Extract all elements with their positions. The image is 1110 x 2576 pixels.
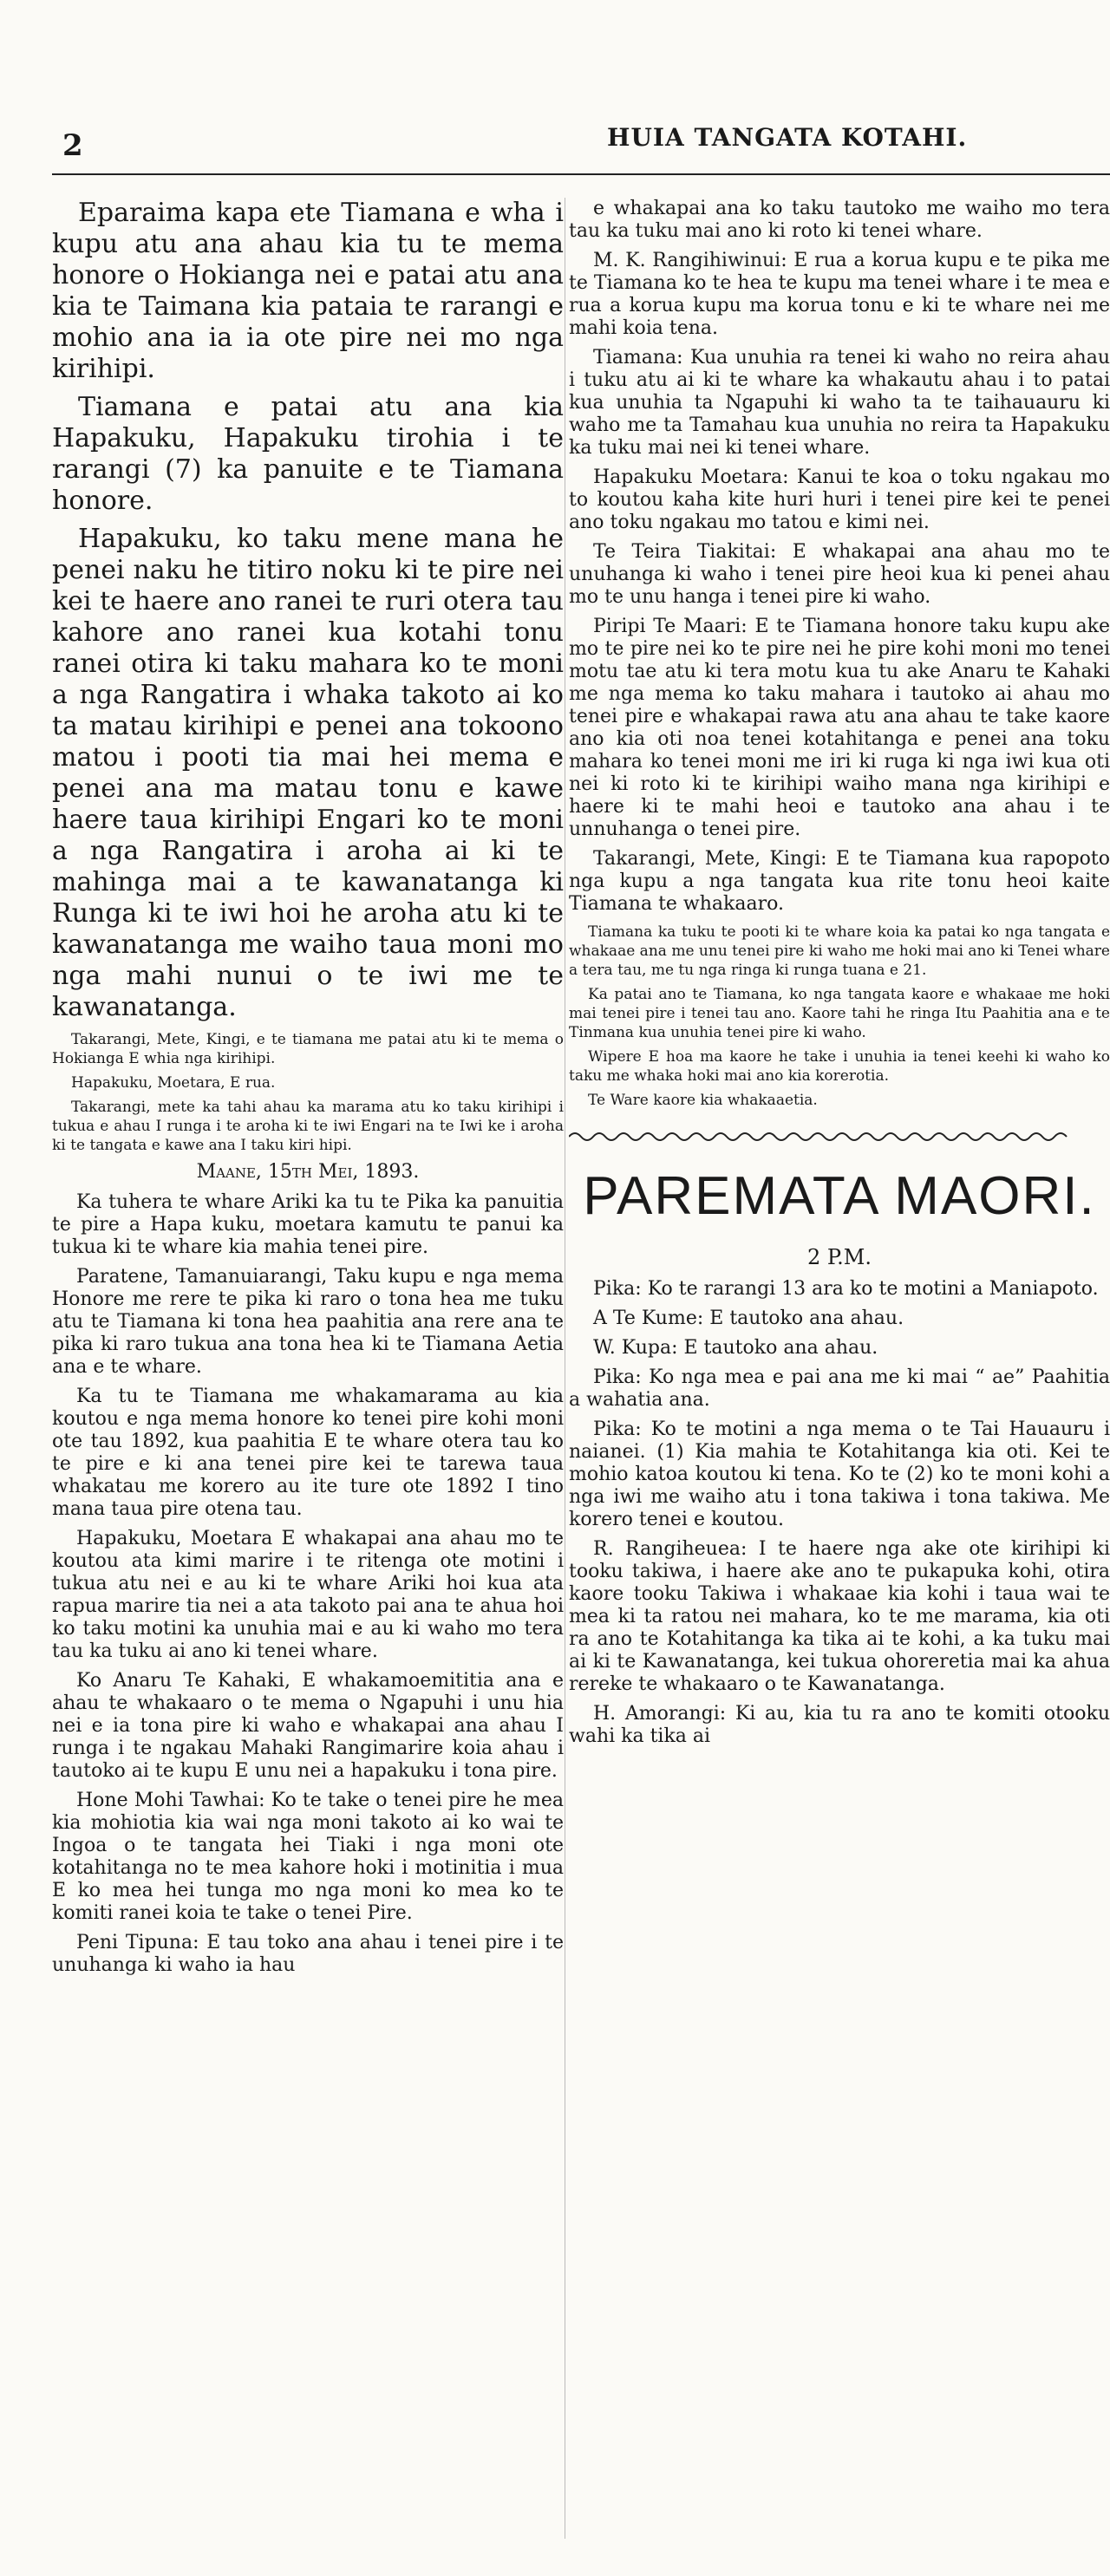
paragraph: R. Rangiheuea: I te haere nga ake ote kirihipi ki tooku takiwa, i haere ake ano te pukapuka kohi, otira kaore tooku Takiwa i whakaae kia kohi i taua wai te mea ki ta ratou nei mahara, ko te me marama, kia oti ra ano te Kotahitanga ka tika ai te kohi, a ka tuku mai ai ki te Kawanatanga, kei tukua ohoreretia mai ka ahua rereke te whakaaro o te Kawanatanga.	[569, 1538, 1110, 1695]
paragraph: Hapakuku, Moetara E whakapai ana ahau mo te koutou ata kimi marire i te ritenga ote motini i tukua atu nei e au ki te whare Ariki hoi kua ata rapua marire tia nei a ata takoto pai ana te ahua hoi ko taku motini ka unuhia mai e au ki waho mo tera tau ka tuku ai ano ki tenei whare.	[52, 1528, 564, 1662]
paragraph: e whakapai ana ko taku tautoko me waiho mo tera tau ka tuku mai ano ki roto ki tenei whare.	[569, 198, 1110, 242]
session-time: 2 P.M.	[806, 1245, 872, 1269]
page-number: 2	[62, 128, 83, 163]
paragraph: Piripi Te Maari: E te Tiamana honore taku kupu ake mo te pire nei ko te pire nei he pire kohi moni mo tenei motu tae atu ki tera motu kua tu ake Anaru te Kahaki me nga mema ko taku mahara i tautoko ai ahau mo tenei pire e whakapai rawa atu ana ahau te take kaore ano kia oti noa tenei kotahitanga e penei ana toku mahara ko tenei moni me iri ki ruga ki nga iwi kua oti nei ki roto ki te kirihipi waiho mana nga kirihipi e haere ki te mahi heoi e tautoko ana ahau i te unnuhanga o tenei pire.	[569, 616, 1110, 840]
paragraph: Eparaima kapa ete Tiamana e wha i kupu atu ana ahau kia tu te mema honore o Hokianga nei e patai atu ana kia te Taimana kia pataia te rarangi e mohio ana ia ia ote pire nei mo nga kirihipi.	[52, 198, 564, 384]
paragraph: Wipere E hoa ma kaore he take i unuhia ia tenei keehi ki waho ko taku me whaka hoki mai ano kia korerotia.	[569, 1048, 1110, 1085]
paragraph: H. Amorangi: Ki au, kia tu ra ano te komiti otooku wahi ka tika ai	[569, 1703, 1110, 1747]
paragraph: Ko Anaru Te Kahaki, E whakamoemititia ana e ahau te whakaaro o te mema o Ngapuhi i unu hia nei e ia tona pire ki waho e whakapai ana ahau I runga i te ngakau Mahaki Rangimarire koia ahau i tautoko ai te kupu E unu nei a hapakuku i tona pire.	[52, 1670, 564, 1782]
paragraph: Ka tu te Tiamana me whakamarama au kia koutou e nga mema honore ko tenei pire kohi moni ote tau 1892, kua paahitia E te whare otera tau ko te pire e ki ana tenei pire kei te tarewa taua whakatau me korero au ite ture ote 1892 I tino mana taua pire otena tau.	[52, 1386, 564, 1520]
paragraph: Pika: Ko te motini a nga mema o te Tai Hauauru i naianei. (1) Kia mahia te Kotahitanga kia oti. Kei te mohio katoa koutou ki tena. Ko te (2) ko te moni kohi a nga iwi me waiho atu i tona takiwa i tona takiwa. Me korero tenei e koutou.	[569, 1418, 1110, 1530]
paragraph: M. K. Rangihiwinui: E rua a korua kupu e te pika me te Tiamana ko te hea te kupu ma tenei whare i te mea e rua a korua kupu ma korua tonu e ki te whare nei me mahi koia tena.	[569, 250, 1110, 339]
paragraph: Hapakuku, Moetara, E rua.	[71, 1074, 276, 1092]
paragraph: Hapakuku Moetara: Kanui te koa o toku ngakau mo to koutou kaha kite huri huri i tenei pire kei te penei ano toku ngakau mo tatou e kimi nei.	[569, 466, 1110, 533]
paragraph: Tiamana e patai atu ana kia Hapakuku, Hapakuku tirohia i te rarangi (7) ka panuite e te Tiamana honore.	[52, 392, 564, 516]
paragraph: Hone Mohi Tawhai: Ko te take o tenei pire he mea kia mohiotia kia wai nga moni takoto ai ko wai te Ingoa o te tangata hei Tiaki i nga moni ote kotahitanga no te mea kahore hoki i motinitia i mua E ko mea hei tunga mo nga moni ko mea ko te komiti ranei koia te take o tenei Pire.	[52, 1790, 564, 1924]
paragraph: Tiamana: Kua unuhia ra tenei ki waho no reira ahau i tuku atu ai ki te whare ka whakautu ahau i to patai kua unuhia ta Ngapuhi ki waho ta te taihauauru ki waho me ta Tamahau kua unuhia no reira ta Hapakuku ka tuku mai nei ki tenei whare.	[569, 347, 1110, 459]
paragraph: Takarangi, Mete, Kingi: E te Tiamana kua rapopoto nga kupu a nga tangata kua rite tonu heoi kaite Tiamana te whakaaro.	[569, 848, 1110, 915]
paragraph: Takarangi, Mete, Kingi, e te tiamana me patai atu ki te mema o Hokianga E whia nga kirihipi.	[52, 1031, 564, 1067]
paragraph: Te Teira Tiakitai: E whakapai ana ahau mo te unuhanga ki waho i tenei pire heoi kua ki penei ahau mo te unu hanga i tenei pire ki waho.	[569, 541, 1110, 608]
paragraph: A Te Kume: E tautoko ana ahau.	[593, 1308, 904, 1329]
paragraph: Hapakuku, ko taku mene mana he penei naku he titiro noku ki te pire nei kei te haere ano ranei te ruri otera tau kahore ano ranei kua kotahi tonu ranei otira ki taku mahara ko te moni a nga Rangatira i whaka takoto ai ko ta matau kirihipi e penei ana tokoono matou i pooti tia mai hei mema e penei ana ma matau tonu e kawe haere taua kirihipi Engari ko te moni a nga Rangatira i aroha ai ki te mahinga mai a te kawanatanga ki Runga ki te iwi hoi he aroha atu ki te kawanatanga me waiho taua moni mo nga mahi nunui o te iwi me te kawanatanga.	[52, 524, 564, 1022]
right-column	[569, 198, 1110, 2556]
paragraph: Pika: Ko te rarangi 13 ara ko te motini a Maniapoto.	[593, 1278, 1099, 1300]
left-column	[52, 198, 564, 2556]
paragraph: Tiamana ka tuku te pooti ki te whare koia ka patai ko nga tangata e whakaae ana me unu tenei pire ki waho me hoki mai ano ki Tenei whare a tera tau, me tu nga ringa ki runga tuana e 21.	[569, 923, 1110, 979]
section-title: PAREMATA MAORI.	[583, 1166, 1096, 1226]
paragraph: Te Ware kaore kia whakaaetia.	[588, 1092, 818, 1109]
running-head: HUIA TANGATA KOTAHI.	[607, 123, 968, 152]
dateline: Maane, 15th Mei, 1893.	[196, 1161, 420, 1183]
wavy-divider	[569, 1127, 1072, 1146]
paragraph: Paratene, Tamanuiarangi, Taku kupu e nga mema Honore me rere te pika ki raro o tona hea me tuku atu te Tiamana ki tona hea paahitia ana rere ana te pika ki raro tukua ana tona hea ki te Tiamana Aetia ana e te whare.	[52, 1266, 564, 1378]
paragraph: Peni Tipuna: E tau toko ana ahau i tenei pire i te unuhanga ki waho ia hau	[52, 1932, 564, 1976]
paragraph: W. Kupa: E tautoko ana ahau.	[593, 1337, 878, 1359]
paragraph: Pika: Ko nga mea e pai ana me ki mai “ ae” Paahitia a wahatia ana.	[569, 1366, 1110, 1411]
page-header	[0, 0, 1110, 191]
header-rule	[52, 173, 1110, 175]
paragraph: Takarangi, mete ka tahi ahau ka marama atu ko taku kirihipi i tukua e ahau I runga i te aroha ki te iwi Engari na te Iwi ke i aroha ki te tangata e kawe ana I taku kiri hipi.	[52, 1099, 564, 1154]
paragraph: Ka patai ano te Tiamana, ko nga tangata kaore e whakaae me hoki mai tenei pire i tenei tau ano. Kaore tahi he ringa Itu Paahitia ana e te Tinmana kua unuhia tenei pire ki waho.	[569, 986, 1110, 1041]
paragraph: Ka tuhera te whare Ariki ka tu te Pika ka panuitia te pire a Hapa kuku, moetara kamutu te panui ka tukua ki te whare kia mahia tenei pire.	[52, 1191, 564, 1258]
